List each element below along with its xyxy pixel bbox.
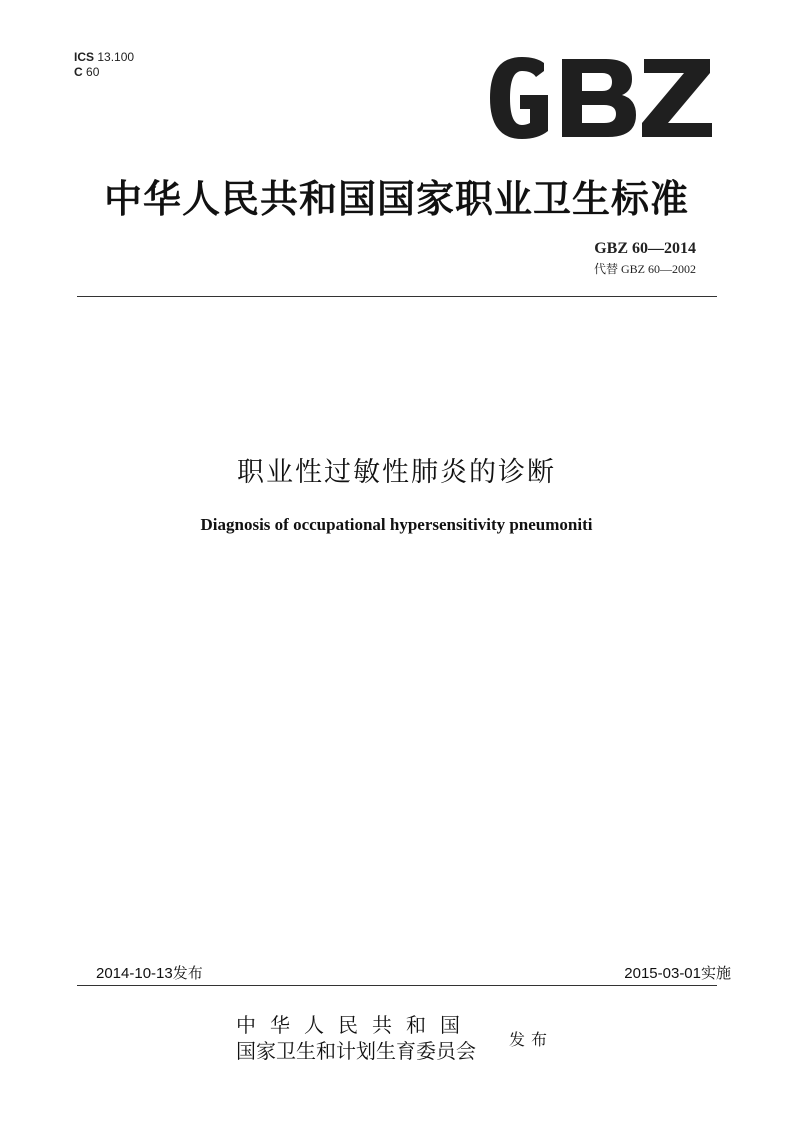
issuing-authority (236, 1012, 476, 1064)
ics-label: ICS (74, 50, 95, 64)
standard-number: GBZ 60—2014 (594, 240, 696, 257)
authority-line-1: 中华人民共和国 (236, 1013, 474, 1037)
issuer-title: 中华人民共和国国家职业卫生标准 (103, 177, 689, 221)
standard-number-block (594, 240, 696, 277)
publish-date: 2014-10-13发布 (96, 965, 203, 982)
ccs-label: C (74, 65, 83, 79)
authority-line-2: 国家卫生和计划生育委员会 (236, 1039, 476, 1063)
gbz-logo (486, 57, 714, 139)
implementation-date: 2015-03-01实施 (624, 965, 731, 982)
header-divider (77, 296, 717, 297)
ics-code: 13.100 (97, 50, 135, 64)
issue-action: 发布 (509, 1030, 554, 1049)
replaces-standard: 代替 GBZ 60—2002 (593, 262, 696, 276)
document-title-cn: 职业性过敏性肺炎的诊断 (237, 457, 556, 488)
classification-codes (74, 50, 134, 80)
document-title-en: Diagnosis of occupational hypersensitivity pneumoniti (200, 515, 593, 534)
footer-divider (77, 985, 717, 986)
ccs-code: 60 (86, 65, 100, 79)
